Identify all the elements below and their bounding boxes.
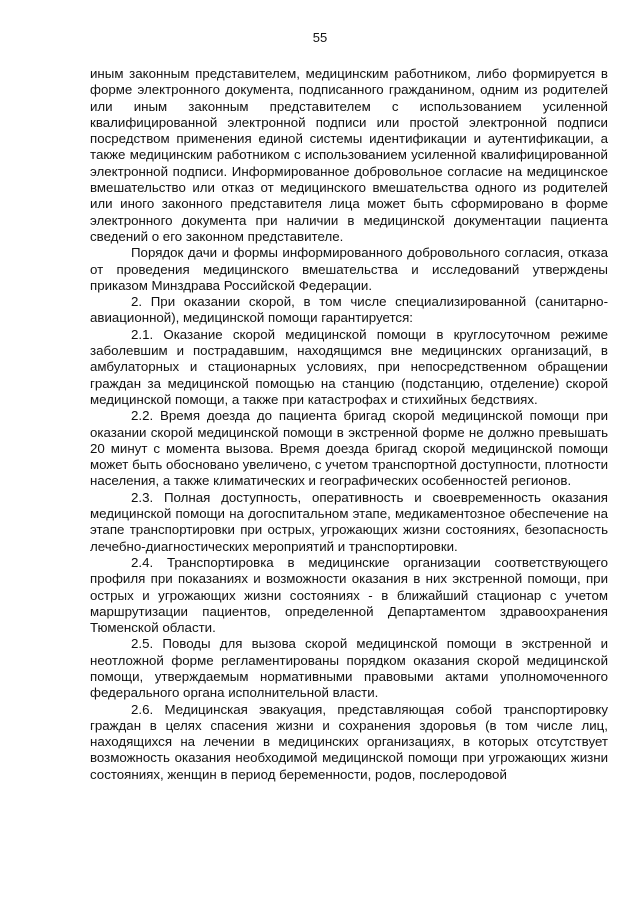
paragraph-consent-continuation: иным законным представителем, медицинским работником, либо формируется в форме электронного документа, подписанного гражданином, одним из родителей или иным законным представителем с использованием усиленной квалифицированной электронной подписи или простой электронной подписи посредством применения единой системы идентификации и аутентификации, а также медицинским работником с использованием усиленной квалифицированной электронной подписи. Информированное добровольное согласие на медицинское вмешательство или отказ от медицинского вмешательства одного из родителей или иного законного представителя лица может быть сформировано в форме электронного документа при наличии в медицинской документации пациента сведений о его законном представителе.: [90, 66, 608, 244]
paragraph-consent-forms: Порядок дачи и формы информированного добровольного согласия, отказа от проведения медицинского вмешательства и исследований утверждены приказом Минздрава Российской Федерации.: [90, 245, 608, 293]
paragraph-section-2-5: 2.5. Поводы для вызова скорой медицинской помощи в экстренной и неотложной форме регламентированы порядком оказания скорой медицинской помощи, утверждаемым нормативными правовыми актами уполномоченного федерального органа исполнительной власти.: [90, 636, 608, 701]
paragraph-section-2: 2. При оказании скорой, в том числе специализированной (санитарно-авиационной), медицинской помощи гарантируется:: [90, 294, 608, 326]
paragraph-section-2-2: 2.2. Время доезда до пациента бригад скорой медицинской помощи при оказании скорой медицинской помощи в экстренной форме не должно превышать 20 минут с момента вызова. Время доезда бригад скорой медицинской помощи может быть обосновано увеличено, с учетом транспортной доступности, плотности населения, а также климатических и географических особенностей регионов.: [90, 408, 608, 489]
paragraph-section-2-6: 2.6. Медицинская эвакуация, представляющая собой транспортировку граждан в целях спасения жизни и сохранения здоровья (в том числе лиц, находящихся на лечении в медицинских организациях, в которых отсутствует возможность оказания необходимой медицинской помощи при угрожающих жизни состояниях, женщин в период беременности, родов, послеродовой: [90, 701, 608, 782]
paragraph-section-2-4: 2.4. Транспортировка в медицинские организации соответствующего профиля при показаниях и возможности оказания в них экстренной помощи, при острых и угрожающих жизни состояниях - в ближайший стационар с учетом маршрутизации пациентов, определенной Департаментом здравоохранения Тюменской области.: [90, 554, 608, 636]
paragraph-section-2-3: 2.3. Полная доступность, оперативность и своевременность оказания медицинской помощи на догоспитальном этапе, медикаментозное обеспечение на этапе транспортировки при острых, угрожающих жизни состояниях, безопасность лечебно-диагностических мероприятий и транспортировки.: [90, 489, 608, 554]
paragraph-section-2-1: 2.1. Оказание скорой медицинской помощи в круглосуточном режиме заболевшим и пострадавшим, находящимся вне медицинских организаций, в амбулаторных и стационарных условиях, при непосредственном обращении граждан за медицинской помощью на станцию (подстанцию, отделение) скорой медицинской помощи, а также при катастрофах и стихийных бедствиях.: [90, 326, 608, 407]
document-body: [90, 66, 608, 783]
page-number: 55: [312, 30, 328, 45]
